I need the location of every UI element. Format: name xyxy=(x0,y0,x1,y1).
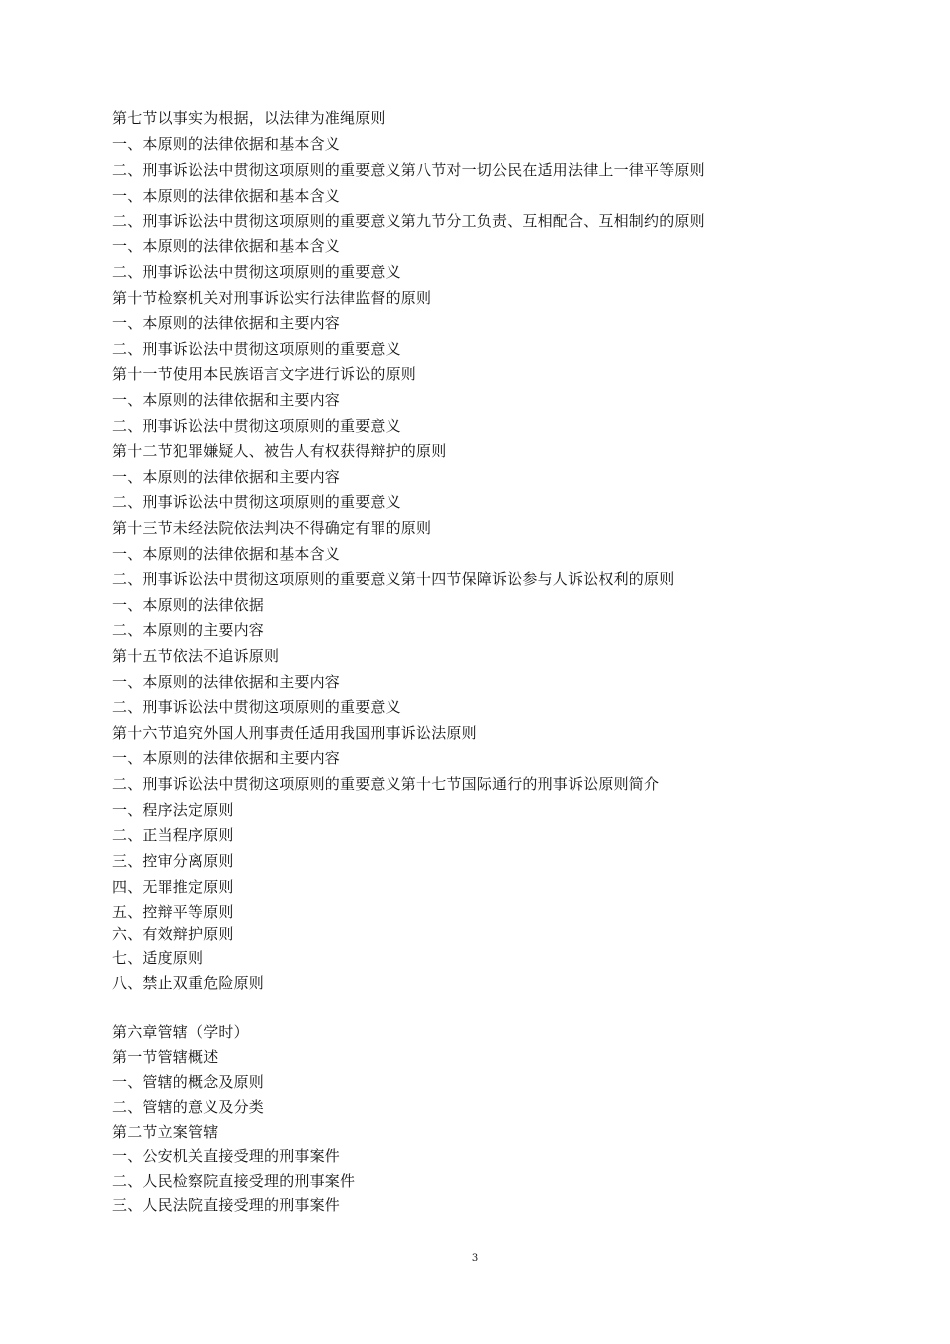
section-heading-1: 第一节管辖概述 xyxy=(112,1048,219,1066)
text-line: 二、正当程序原则 xyxy=(112,826,234,844)
section-heading-16: 第十六节追究外国人刑事责任适用我国刑事诉讼法原则 xyxy=(112,724,477,742)
section-heading-15: 第十五节依法不追诉原则 xyxy=(112,647,280,665)
text-line: 三、控审分离原则 xyxy=(112,852,234,870)
text-line: 一、本原则的法律依据和主要内容 xyxy=(112,391,341,409)
text-line: 一、本原则的法律依据和主要内容 xyxy=(112,314,341,332)
text-line: 八、禁止双重危险原则 xyxy=(112,974,265,992)
text-line: 二、刑事诉讼法中贯彻这项原则的重要意义第十四节保障诉讼参与人诉讼权利的原则 xyxy=(112,570,675,588)
section-heading-2: 第二节立案管辖 xyxy=(112,1123,219,1141)
section-heading-10: 第十节检察机关对刑事诉讼实行法律监督的原则 xyxy=(112,289,432,307)
section-heading-12: 第十二节犯罪嫌疑人、被告人有权获得辩护的原则 xyxy=(112,442,447,460)
text-line: 一、管辖的概念及原则 xyxy=(112,1073,265,1091)
page-number: 3 xyxy=(471,1253,479,1264)
text-line: 二、管辖的意义及分类 xyxy=(112,1098,265,1116)
text-line: 二、刑事诉讼法中贯彻这项原则的重要意义 xyxy=(112,263,401,281)
text-line: 一、本原则的法律依据和基本含义 xyxy=(112,135,341,153)
text-line: 一、本原则的法律依据和基本含义 xyxy=(112,237,341,255)
text-line: 四、无罪推定原则 xyxy=(112,878,234,896)
text-line: 一、本原则的法律依据和主要内容 xyxy=(112,749,341,767)
text-line: 一、本原则的法律依据和主要内容 xyxy=(112,468,341,486)
text-line: 二、刑事诉讼法中贯彻这项原则的重要意义 xyxy=(112,698,401,716)
text-line: 二、刑事诉讼法中贯彻这项原则的重要意义第九节分工负责、互相配合、互相制约的原则 xyxy=(112,212,705,230)
text-line: 二、刑事诉讼法中贯彻这项原则的重要意义第十七节国际通行的刑事诉讼原则简介 xyxy=(112,775,660,793)
text-line: 二、刑事诉讼法中贯彻这项原则的重要意义 xyxy=(112,417,401,435)
text-line: 一、本原则的法律依据 xyxy=(112,596,265,614)
text-line: 二、刑事诉讼法中贯彻这项原则的重要意义 xyxy=(112,340,401,358)
text-line: 二、刑事诉讼法中贯彻这项原则的重要意义 xyxy=(112,493,401,511)
chapter-heading-6: 第六章管辖（学时） xyxy=(112,1023,249,1041)
text-line: 七、适度原则 xyxy=(112,949,204,967)
text-line: 三、人民法院直接受理的刑事案件 xyxy=(112,1196,341,1214)
text-line: 一、程序法定原则 xyxy=(112,801,234,819)
text-line: 二、刑事诉讼法中贯彻这项原则的重要意义第八节对一切公民在适用法律上一律平等原则 xyxy=(112,161,705,179)
text-line: 一、公安机关直接受理的刑事案件 xyxy=(112,1147,341,1165)
text-line: 六、有效辩护原则 xyxy=(112,925,234,943)
text-line: 一、本原则的法律依据和基本含义 xyxy=(112,545,341,563)
text-line: 一、本原则的法律依据和主要内容 xyxy=(112,673,341,691)
section-heading-13: 第十三节未经法院依法判决不得确定有罪的原则 xyxy=(112,519,432,537)
text-line: 一、本原则的法律依据和基本含义 xyxy=(112,187,341,205)
text-line: 五、控辩平等原则 xyxy=(112,903,234,921)
section-heading-11: 第十一节使用本民族语言文字进行诉讼的原则 xyxy=(112,365,417,383)
text-line: 二、人民检察院直接受理的刑事案件 xyxy=(112,1172,356,1190)
section-heading-7: 第七节以事实为根据，以法律为准绳原则 xyxy=(112,109,386,127)
text-line: 二、本原则的主要内容 xyxy=(112,621,265,639)
